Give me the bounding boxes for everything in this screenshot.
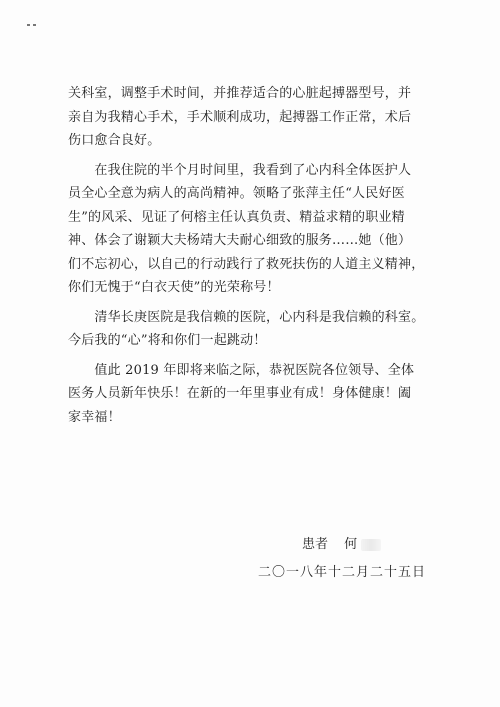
text-line: 伤口愈合良好。: [68, 133, 161, 148]
text-line: 神、体会了谢颖大夫杨靖大夫耐心细致的服务……她（他）: [68, 233, 412, 248]
text-line: 医务人员新年快乐！在新的一年里事业有成！身体健康！阖: [68, 386, 412, 401]
text-line: 们不忘初心，以自己的行动践行了救死扶伤的人道主义精神，: [68, 256, 425, 272]
signature-name: 何: [344, 537, 359, 552]
paragraph-3: [68, 306, 440, 353]
text-line: 你们无愧于“白衣天使”的光荣称号！: [68, 280, 280, 295]
scan-mark: [27, 24, 37, 27]
text-line: 今后我的“心”将和你们一起跳动！: [68, 333, 267, 348]
paragraph-2: [68, 159, 440, 300]
paragraph-4: [68, 359, 440, 430]
paragraph-1: [68, 82, 440, 153]
redaction-mark: [361, 539, 381, 551]
letter-body: [68, 82, 440, 429]
letter-date: 二〇一八年十二月二十五日: [258, 565, 427, 580]
text-line: 关科室，调整手术时间，并推荐适合的心脏起搏器型号，并: [68, 86, 412, 101]
text-line: 家幸福！: [68, 409, 121, 425]
signature-label: 患者: [302, 537, 329, 552]
text-line: 在我住院的半个月时间里，我看到了心内科全体医护人: [68, 162, 412, 178]
text-line: 清华长庚医院是我信赖的医院，心内科是我信赖的科室。: [68, 309, 425, 325]
text-line: 值此 2019 年即将来临之际，恭祝医院各位领导、全体: [68, 362, 415, 378]
signature-block: [302, 534, 381, 556]
text-line: 员全心全意为病人的高尚精神。领略了张萍主任“人民好医: [68, 186, 405, 201]
text-line: 生”的风采、见证了何榕主任认真负责、精益求精的职业精: [68, 209, 405, 225]
text-line: 亲自为我精心手术，手术顺利成功，起搏器工作正常，术后: [68, 109, 412, 125]
